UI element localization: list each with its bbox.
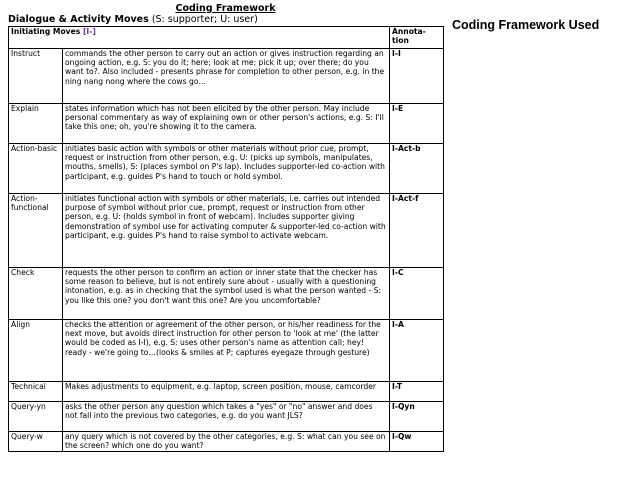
row-label: Query-w (9, 432, 63, 452)
header-annotation: Annota-tion (390, 27, 444, 49)
row-description: initiates basic action with symbols or other materials without prior cue, prompt, request or instruction from other person, e.g. U: (picks up symbols, manipulates, mouths, smells), S: (places symbol on P's lap). Includes supporter-led co-action with participant, e.g. guides P's hand to touch or hold symbol. (63, 144, 390, 194)
row-label: Action-functional (9, 194, 63, 268)
row-code: I-Act-b (390, 144, 444, 194)
subtitle-bold: Dialogue & Activity Moves (8, 14, 149, 25)
row-label: Check (9, 268, 63, 320)
subtitle-rest: (S: supporter; U: user) (148, 14, 258, 25)
table-row (9, 382, 444, 402)
row-code: I-E (390, 104, 444, 144)
row-description: initiates functional action with symbols or other materials, i.e. carries out intended purpose of symbol without prior cue, prompt, request or instruction from other person, e.g. U: (holds symbol in front of webcam). Includes supporter giving demonstration of symbol use for activating computer & supporter-led co-action with participant, e.g. guides P's hand to raise symbol to activate webcam. (63, 194, 390, 268)
row-description: any query which is not covered by the other categories, e.g. S: what can you see on the screen? which one do you want? (63, 432, 390, 452)
row-code: I-Qyn (390, 402, 444, 432)
table-row (9, 402, 444, 432)
table-row (9, 432, 444, 452)
side-title: Coding Framework Used (452, 18, 600, 32)
row-code: I-C (390, 268, 444, 320)
row-label: Action-basic (9, 144, 63, 194)
document-subtitle (8, 14, 443, 26)
row-label: Technical (9, 382, 63, 402)
table-row (9, 194, 444, 268)
header-initiating-moves: Initiating Moves [I-] (9, 27, 390, 49)
row-code: I-Act-f (390, 194, 444, 268)
row-code: I-I (390, 49, 444, 104)
document-title: Coding Framework (175, 3, 276, 14)
row-label: Align (9, 320, 63, 382)
coding-framework-document (8, 3, 443, 452)
header-tag: [I-] (82, 27, 96, 36)
table-row (9, 268, 444, 320)
row-code: I-T (390, 382, 444, 402)
row-description: commands the other person to carry out an action or gives instruction regarding an ongoing action, e.g. S: you do it; here; look at me; pick it up; over there; do you want to?. Also included - presents phrase for completion to other person, e.g. in the ning nang nong where the cows go… (63, 49, 390, 104)
row-code: I-Qw (390, 432, 444, 452)
row-code: I-A (390, 320, 444, 382)
table-row (9, 104, 444, 144)
row-description: asks the other person any question which takes a "yes" or "no" answer and does not fall into the previous two categories, e.g. do you want JLS? (63, 402, 390, 432)
row-label: Instruct (9, 49, 63, 104)
row-description: states information which has not been elicited by the other person. May include personal commentary as way of explaining own or other person's actions, e.g. S: I'll take this one; oh, you're showing it to the camera. (63, 104, 390, 144)
row-description: requests the other person to confirm an action or inner state that the checker has some reason to believe, but is not entirely sure about - usually with a questioning intonation, e.g. as in checking that the symbol used is what the person wanted - S: you like this one? you don't want this one? Are you uncomfortable? (63, 268, 390, 320)
framework-table (8, 26, 444, 452)
row-description: checks the attention or agreement of the other person, or his/her readiness for the next move, but avoids direct instruction for other person to 'look at me' (the latter would be coded as I-I), e.g. S: uses other person's name as attention call; hey! ready - we're going to…(looks & smiles at P; captures eyegaze through gesture) (63, 320, 390, 382)
table-row (9, 144, 444, 194)
row-label: Explain (9, 104, 63, 144)
row-label: Query-yn (9, 402, 63, 432)
row-description: Makes adjustments to equipment, e.g. laptop, screen position, mouse, camcorder (63, 382, 390, 402)
table-row (9, 49, 444, 104)
table-header-row (9, 27, 444, 49)
table-row (9, 320, 444, 382)
